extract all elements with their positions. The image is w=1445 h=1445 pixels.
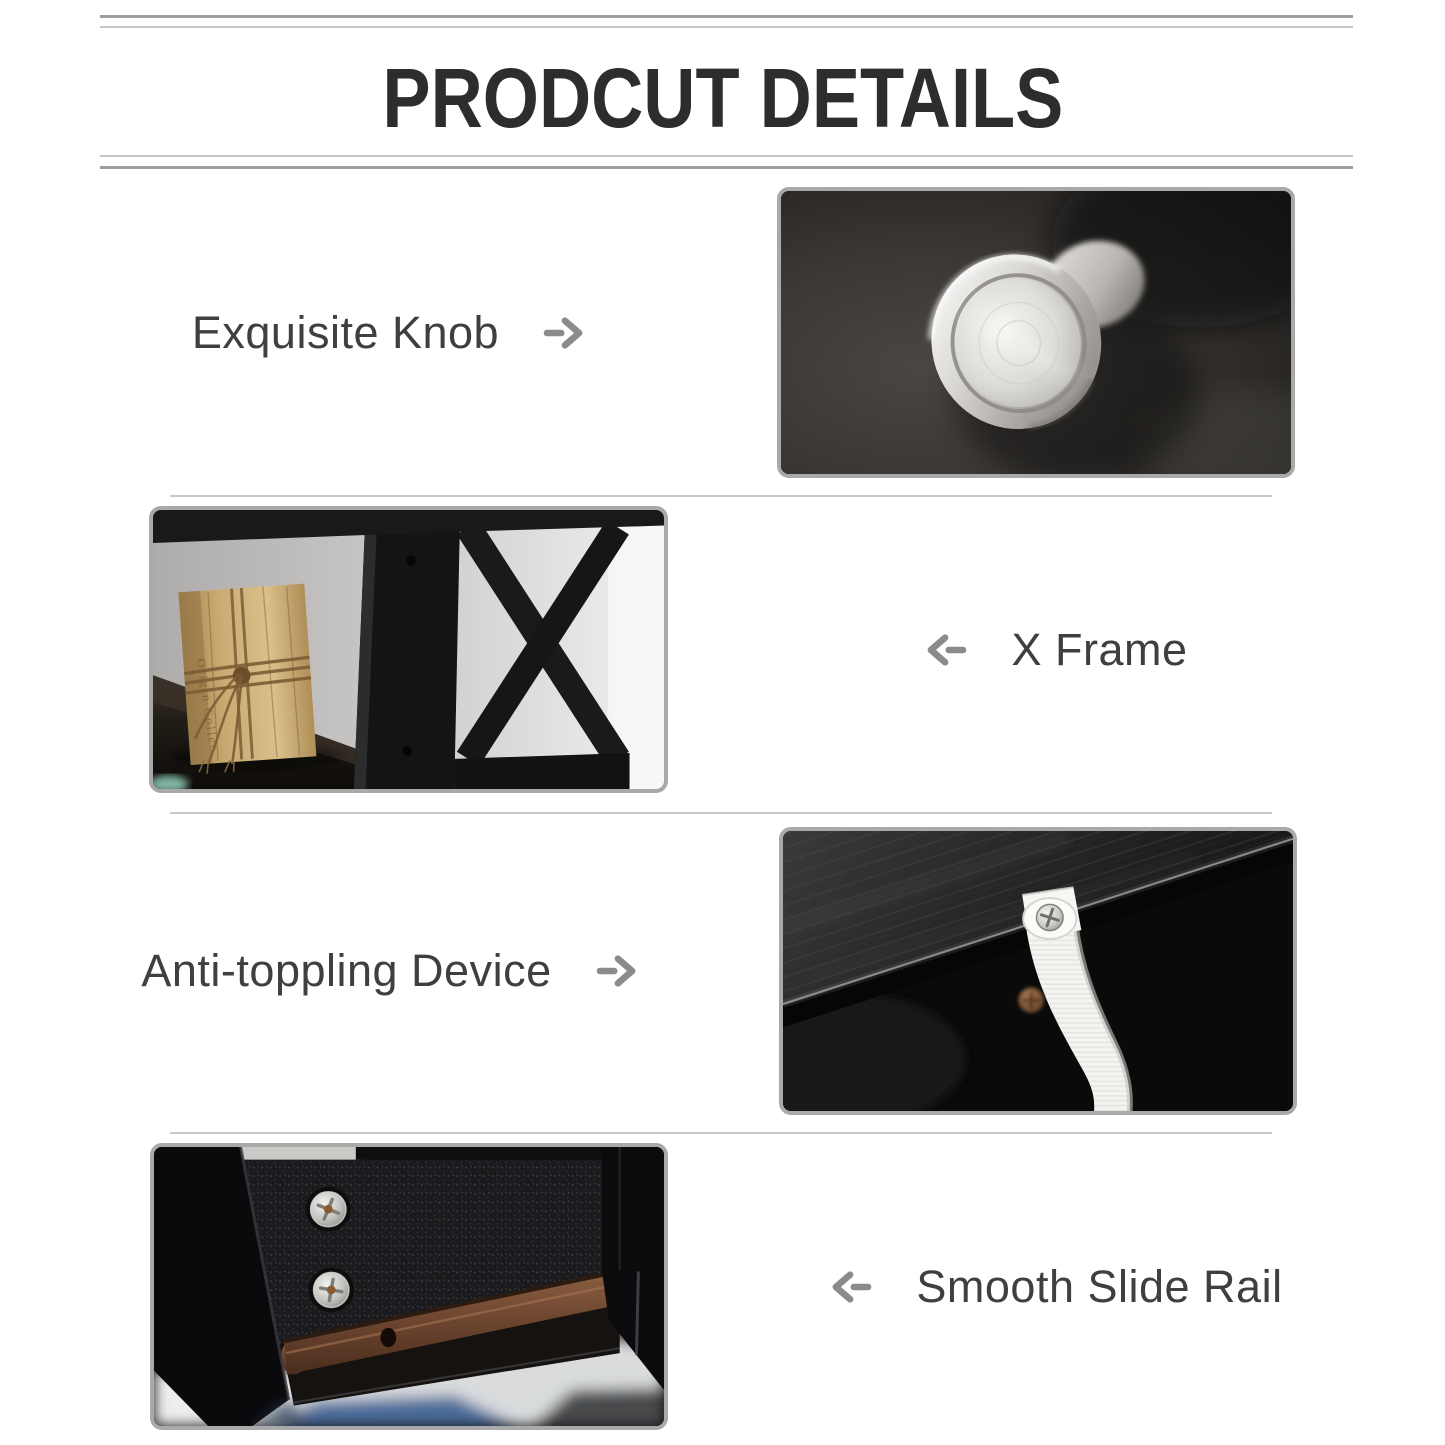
x-frame-photo-illustration bbox=[153, 510, 664, 789]
section-separator bbox=[170, 1132, 1272, 1134]
kraft-package bbox=[178, 584, 317, 775]
rule-top-inner bbox=[100, 26, 1353, 28]
section-separator bbox=[170, 812, 1272, 814]
caption-exquisite-knob bbox=[0, 187, 777, 478]
slide-rail-photo-illustration bbox=[154, 1147, 664, 1426]
strap-photo-illustration bbox=[783, 831, 1293, 1111]
caption-anti-toppling bbox=[0, 827, 779, 1115]
right-arrow-icon bbox=[543, 316, 585, 350]
right-arrow-icon bbox=[596, 954, 638, 988]
page-title-wrap bbox=[0, 51, 1445, 145]
photo-slide-rail bbox=[150, 1143, 668, 1430]
screw-top bbox=[306, 1187, 351, 1232]
rule-title-bottom-outer bbox=[100, 166, 1353, 169]
caption-label: X Frame bbox=[1011, 623, 1188, 675]
page-title: PRODCUT DETAILS bbox=[382, 51, 1063, 145]
photo-x-frame bbox=[149, 506, 668, 793]
knob-photo-illustration bbox=[781, 191, 1291, 474]
left-arrow-icon bbox=[925, 633, 967, 667]
section-separator bbox=[170, 495, 1272, 497]
rule-title-bottom-inner bbox=[100, 155, 1353, 157]
screw-bottom bbox=[309, 1268, 354, 1313]
photo-knob bbox=[777, 187, 1295, 478]
photo-anti-toppling-strap bbox=[779, 827, 1297, 1115]
caption-label: Smooth Slide Rail bbox=[916, 1260, 1283, 1312]
caption-x-frame bbox=[668, 506, 1445, 793]
caption-slide-rail bbox=[668, 1143, 1445, 1430]
rule-top-outer bbox=[100, 15, 1353, 18]
left-arrow-icon bbox=[830, 1270, 872, 1304]
package-print-text: Origin Collec bbox=[194, 657, 222, 754]
caption-label: Anti-toppling Device bbox=[141, 945, 552, 996]
caption-label: Exquisite Knob bbox=[191, 306, 500, 358]
